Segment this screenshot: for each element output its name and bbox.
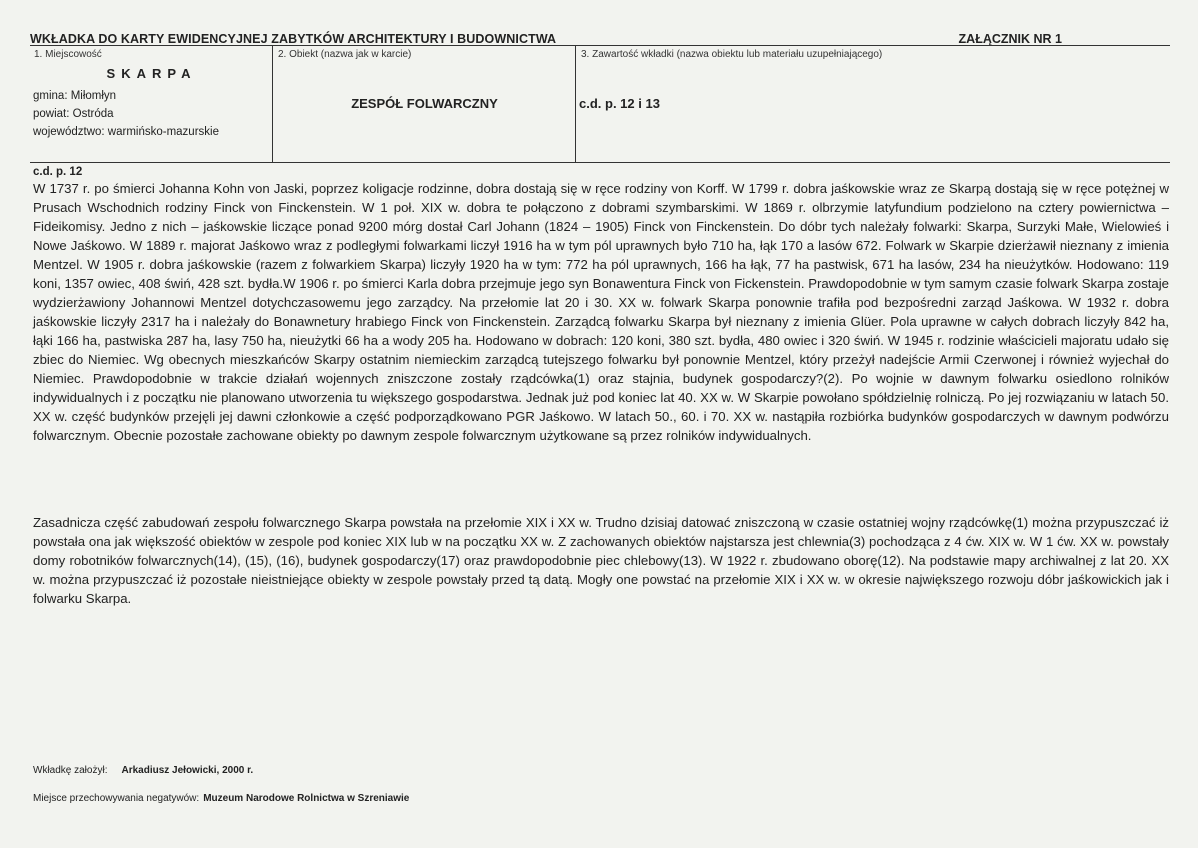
author-label: Wkładkę założył:: [33, 765, 108, 776]
storage-value: Muzeum Narodowe Rolnictwa w Szreniawie: [203, 793, 410, 804]
location-label: 1. Miejscowość: [34, 49, 102, 60]
card-header: [30, 30, 1170, 46]
powiat-text: powiat: Ostróda: [33, 108, 114, 120]
content-cell: [576, 46, 1170, 162]
place-name: SKARPA: [106, 66, 197, 81]
content-value: c.d. p. 12 i 13: [579, 96, 660, 111]
buildings-paragraph: Zasadnicza część zabudowań zespołu folwarcznego Skarpa powstała na przełomie XIX i XX w. Trudno dzisiaj datować zniszczoną w czasie ostatniej wojny rządcówkę(1) można przypuszczać iż powstała ona jak większość obiektów w zespole pod koniec XIX lub w na początku XX w. Z zachowanych obiektów najstarsza jest chlewnia(3) pochodząca z 4 ćw. XIX w. W 1 ćw. XX w. powstały domy robotników folwarcznych(14), (15), (16), budynek gospodarczy(17) oraz prawdopodobnie piec chlebowy(13). W 1922 r. zbudowano oborę(12). Na podstawie mapy archiwalnej z lat 20. XX w. można przypuszczać iż pozostałe nieistniejące obiekty w zespole powstały przed tą datą. Mogły one powstać na przełomie XIX i XX w. w okresie największego rozwoju dóbr jaśkowickich jak i folwarku Skarpa.: [33, 515, 1169, 606]
object-cell: [273, 46, 576, 162]
object-label: 2. Obiekt (nazwa jak w karcie): [278, 49, 412, 60]
gmina-text: gmina: Miłomłyn: [33, 90, 117, 102]
author-value: Arkadiusz Jełowicki, 2000 r.: [121, 765, 254, 776]
metadata-bottom-divider: [30, 162, 1170, 163]
author-line: [33, 765, 253, 776]
object-name: ZESPÓŁ FOLWARCZNY: [351, 96, 498, 111]
storage-line: [33, 793, 409, 804]
record-card: [30, 30, 1170, 820]
history-paragraph: W 1737 r. po śmierci Johanna Kohn von Jaski, poprzez koligacje rodzinne, dobra dostają się w ręce rodziny von Korff. W 1799 r. dobra jaśkowskie wraz ze Skarpą dostają się w ręce potężnej w Prusach Wschodnich rodziny Finck von Finckenstein. W 1 poł. XIX w. dobra te połączono z dobrami szymbarskimi. W 1869 r. olbrzymie latyfundium podzielono na cztery powiernictwa – Fideikomisy. Jedno z nich – jaśkowskie liczące ponad 9200 mórg dostał Carl Johann (1824 – 1905) Finck von Finckenstein. Do dóbr tych należały folwarki: Skarpa, Surzyki Małe, Wielowieś i Nowe Jaśkowo. W 1889 r. majorat Jaśkowo wraz z podległymi folwarkami liczył 1916 ha w tym pól uprawnych było 710 ha, łąk 170 a lasów 672. Folwark w Skarpie dzierżawił nieznany z imienia Mentzel. W 1905 r. dobra jaśkowskie (razem z folwarkiem Skarpa) liczyły 1920 ha w tym: 772 ha pól uprawnych, 166 ha łąk, 77 ha pastwisk, 671 ha lasów, 234 ha nieużytków. Hodowano: 119 koni, 1357 owiec, 408 świń, 428 szt. bydła.W 1906 r. po śmierci Karla dobra przejmuje jego syn Bonawentura Finck von Fickenstein. Prawdopodobnie w tym samym czasie folwark Skarpa zostaje wydzierżawiony Johannowi Mentzel dotychczasowemu jego zarządcy. Na przełomie lat 20 i 30. XX w. folwark Skarpa ponownie trafiła pod bezpośredni zarząd Jaśkowa. W 1932 r. dobra jaśkowskie liczyły 2317 ha i należały do Bonawnetury hrabiego Finck von Finckenstein. Zarządcą folwarku Skarpa był nieznany z imienia Glüer. Pola uprawne w całych dobrach liczyły 842 ha, łąki 166 ha, pastwiska 287 ha, lasy 750 ha, nieużytki 66 ha a wody 205 ha. Hodowano w dobrach: 120 koni, 380 szt. bydła, 480 owiec i 320 świń. W 1945 r. rodzinie właścicieli majoratu udało się zbiec do Niemiec. Wg obecnych mieszkańców Skarpy ostatnim niemieckim zarządcą tutejszego folwarku był ponownie Mentzel, który przeżył nadejście Armii Czerwonej i również wyjechał do Niemiec. Prawdopodobnie w trakcie działań wojennych zniszczone zostały rządcówka(1) oraz stajnia, budynek gospodarczy?(2). Po wojnie w dawnym folwarku osiedlono rolników indywidualnych i z początku nie planowano utworzenia tu większego gospodarstwa. Jednak już pod koniec lat 40. XX w. W Skarpie powołano spółdzielnię rolniczą. Po jej rozwiązaniu w latach 50. XX w. część budynków przejęli jej dawni członkowie a część podporządkowano PGR Jaśkowo. W latach 50., 60. i 70. XX w. nastąpiła rozbiórka budynków gospodarczych w dawnym podwórzu folwarcznym. Obecnie pozostałe zachowane obiekty po dawnym zespole folwarcznym użytkowane są przez rolników indywidualnych.: [33, 181, 1169, 443]
history-section: [33, 165, 1169, 445]
wojewodztwo-text: województwo: warmińsko-mazurskie: [33, 126, 219, 138]
card-title: WKŁADKA DO KARTY EWIDENCYJNEJ ZABYTKÓW ARCHITEKTURY I BUDOWNICTWA: [30, 32, 557, 46]
metadata-grid: [30, 46, 1170, 162]
storage-label: Miejsce przechowywania negatywów:: [33, 793, 200, 804]
annex-number: ZAŁĄCZNIK NR 1: [958, 32, 1062, 46]
location-cell: [30, 46, 273, 162]
continuation-note: c.d. p. 12: [33, 166, 83, 178]
content-label: 3. Zawartość wkładki (nazwa obiektu lub materiału uzupełniającego): [581, 49, 883, 60]
